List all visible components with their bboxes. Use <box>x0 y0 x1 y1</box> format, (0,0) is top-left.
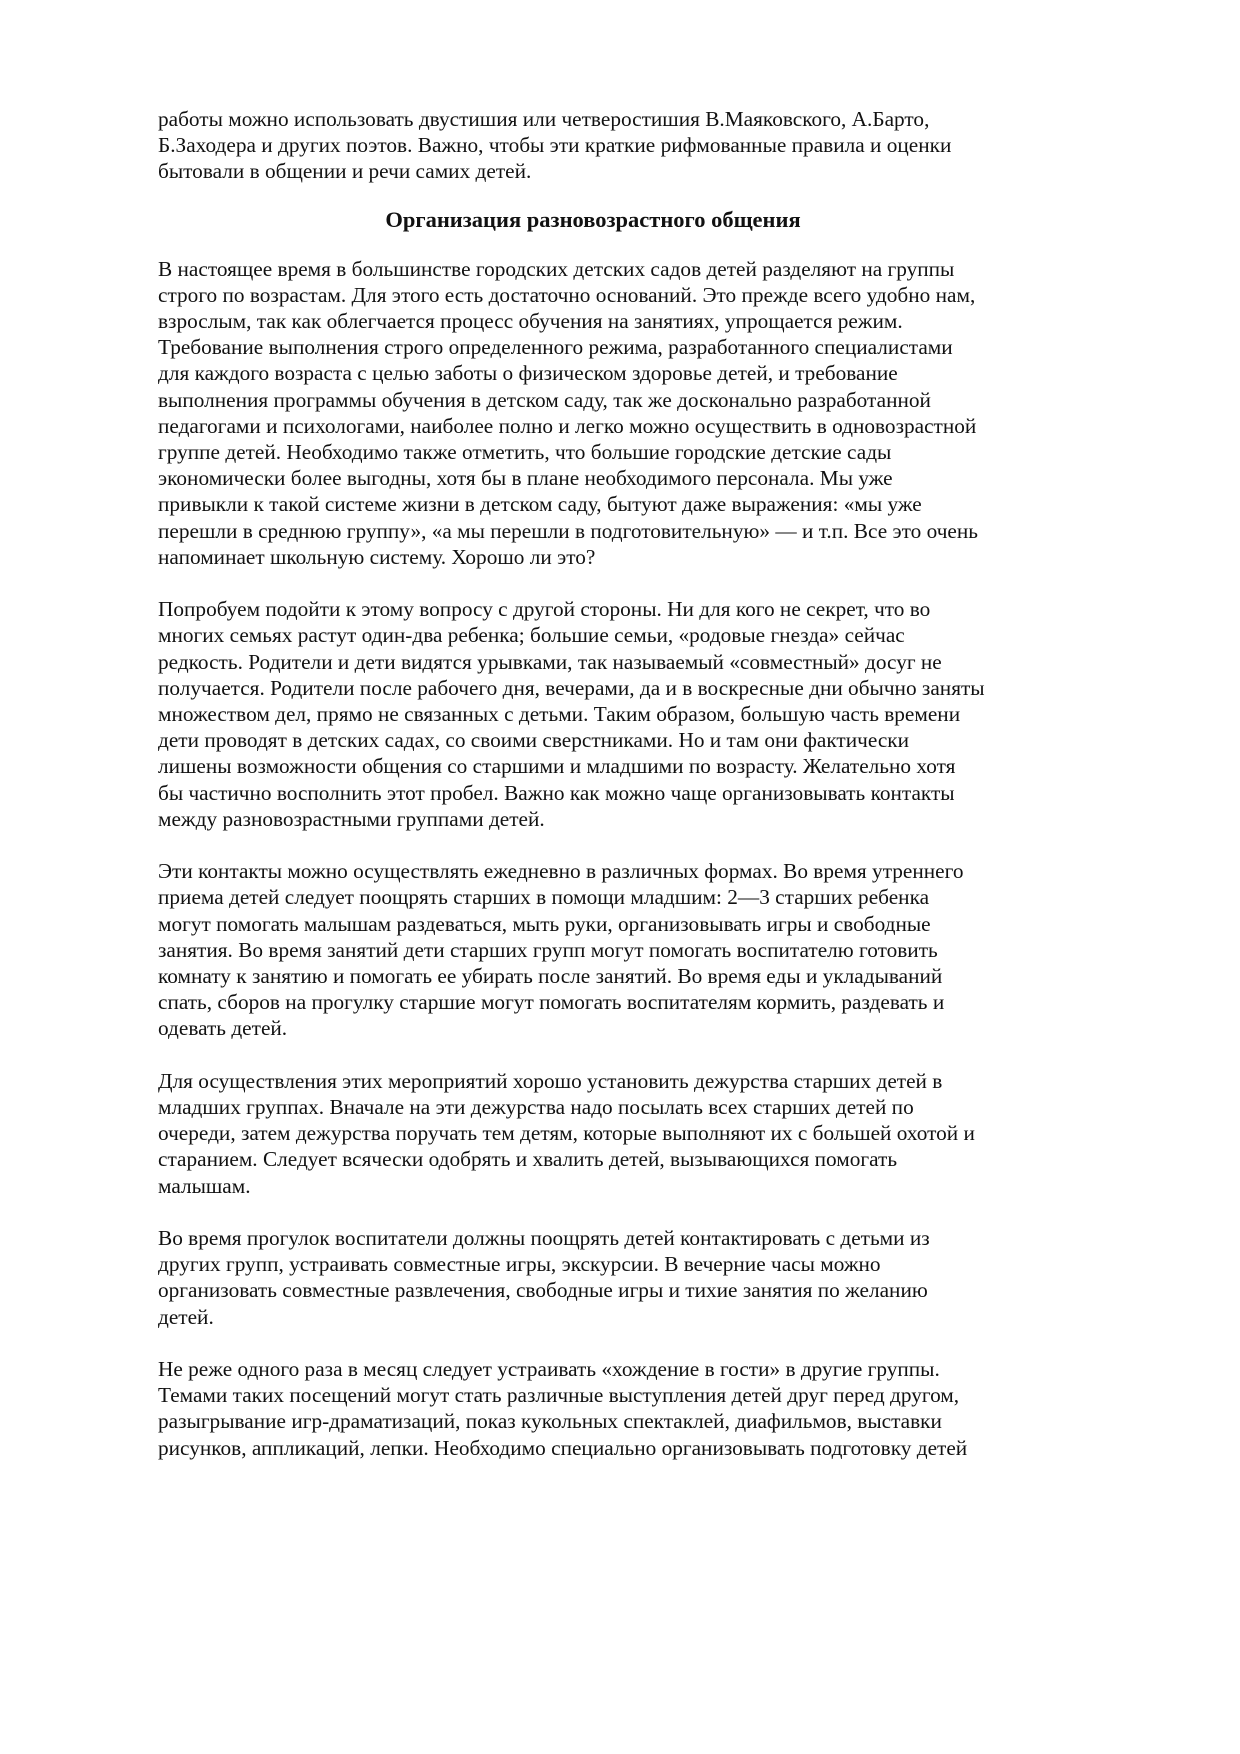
text-line: младших группах. Вначале на эти дежурства надо посылать всех старших детей по <box>158 1095 914 1120</box>
text-line: детей. <box>158 1304 214 1329</box>
paragraph-3 <box>158 858 1058 1041</box>
text-line: Темами таких посещений могут стать различные выступления детей друг перед другом, <box>158 1383 960 1408</box>
text-line: перешли в среднюю группу», «а мы перешли в подготовительную» — и т.п. Все это очень <box>158 518 978 543</box>
text-line: Попробуем подойти к этому вопросу с другой стороны. Ни для кого не секрет, что во <box>158 597 931 622</box>
text-line: спать, сборов на прогулку старшие могут помогать воспитателям кормить, раздевать и <box>158 990 945 1015</box>
text-line: Б.Заходера и других поэтов. Важно, чтобы эти краткие рифмованные правила и оценки <box>158 133 952 158</box>
text-line: взрослым, так как облегчается процесс обучения на занятиях, упрощается режим. <box>158 309 903 334</box>
text-line: Не реже одного раза в месяц следует устраивать «хождение в гости» в другие группы. <box>158 1357 940 1382</box>
text-line: напоминает школьную систему. Хорошо ли это? <box>158 544 596 569</box>
paragraph-1 <box>158 256 1058 570</box>
text-line: между разновозрастными группами детей. <box>158 806 545 831</box>
text-line: старанием. Следует всячески одобрять и хвалить детей, вызывающихся помогать <box>158 1147 898 1172</box>
text-line: многих семьях растут один-два ребенка; большие семьи, «родовые гнезда» сейчас <box>158 623 905 648</box>
text-line: малышам. <box>158 1173 251 1198</box>
text-line: Для осуществления этих мероприятий хорошо установить дежурства старших детей в <box>158 1068 943 1093</box>
text-line: для каждого возраста с целью заботы о физическом здоровье детей, и требование <box>158 361 898 386</box>
text-line: выполнения программы обучения в детском саду, так же досконально разработанной <box>158 387 931 412</box>
text-line: дети проводят в детских садах, со своими сверстниками. Но и там они фактически <box>158 728 910 753</box>
text-line: очереди, затем дежурства поручать тем детям, которые выполняют их с большей охотой и <box>158 1121 975 1146</box>
text-line: бы частично восполнить этот пробел. Важно как можно чаще организовывать контакты <box>158 780 955 805</box>
text-line: бытовали в общении и речи самих детей. <box>158 159 532 184</box>
text-line: лишены возможности общения со старшими и младшими по возрасту. Желательно хотя <box>158 754 956 779</box>
text-line: разыгрывание игр-драматизаций, показ кукольных спектаклей, диафильмов, выставки <box>158 1409 942 1434</box>
text-line: приема детей следует поощрять старших в помощи младшим: 2—3 старших ребенка <box>158 885 930 910</box>
text-line: организовать совместные развлечения, свободные игры и тихие занятия по желанию <box>158 1278 928 1303</box>
section-heading: Организация разновозрастного общения <box>385 206 801 232</box>
paragraph-4 <box>158 1068 1058 1199</box>
paragraph-2 <box>158 596 1058 832</box>
text-line: редкость. Родители и дети видятся урывками, так называемый «совместный» досуг не <box>158 649 942 674</box>
paragraph-6 <box>158 1356 1058 1461</box>
text-line: одевать детей. <box>158 1016 288 1041</box>
text-line: экономически более выгодны, хотя бы в плане необходимого персонала. Мы уже <box>158 466 893 491</box>
text-line: работы можно использовать двустишия или четверостишия В.Маяковского, А.Барто, <box>158 107 930 131</box>
text-line: В настоящее время в большинстве городских детских садов детей разделяют на группы <box>158 256 955 281</box>
text-line: строго по возрастам. Для этого есть достаточно оснований. Это прежде всего удобно нам, <box>158 282 976 307</box>
text-line: могут помогать малышам раздеваться, мыть руки, организовывать игры и свободные <box>158 911 931 936</box>
text-line: Требование выполнения строго определенного режима, разработанного специалистами <box>158 335 953 360</box>
text-line: привыкли к такой системе жизни в детском саду, бытуют даже выражения: «мы уже <box>158 492 922 517</box>
text-line: рисунков, аппликаций, лепки. Необходимо специально организовывать подготовку детей <box>158 1435 968 1460</box>
text-line: группе детей. Необходимо также отметить, что большие городские детские сады <box>158 440 892 465</box>
text-line: получается. Родители после рабочего дня, вечерами, да и в воскресные дни обычно заняты <box>158 675 985 700</box>
text-line: множеством дел, прямо не связанных с детьми. Таким образом, большую часть времени <box>158 702 961 727</box>
text-line: комнату к занятию и помогать ее убирать после занятий. Во время еды и укладываний <box>158 964 943 989</box>
text-line: других групп, устраивать совместные игры, экскурсии. В вечерние часы можно <box>158 1252 881 1277</box>
text-line: Эти контакты можно осуществлять ежедневно в различных формах. Во время утреннего <box>158 859 964 884</box>
intro-paragraph <box>158 106 1058 185</box>
text-line: занятия. Во время занятий дети старших групп могут помогать воспитателю готовить <box>158 937 938 962</box>
paragraph-5 <box>158 1225 1058 1330</box>
text-line: педагогами и психологами, наиболее полно и легко можно осуществить в одновозрастной <box>158 413 977 438</box>
text-line: Во время прогулок воспитатели должны поощрять детей контактировать с детьми из <box>158 1226 930 1251</box>
document-page <box>158 106 1058 1487</box>
